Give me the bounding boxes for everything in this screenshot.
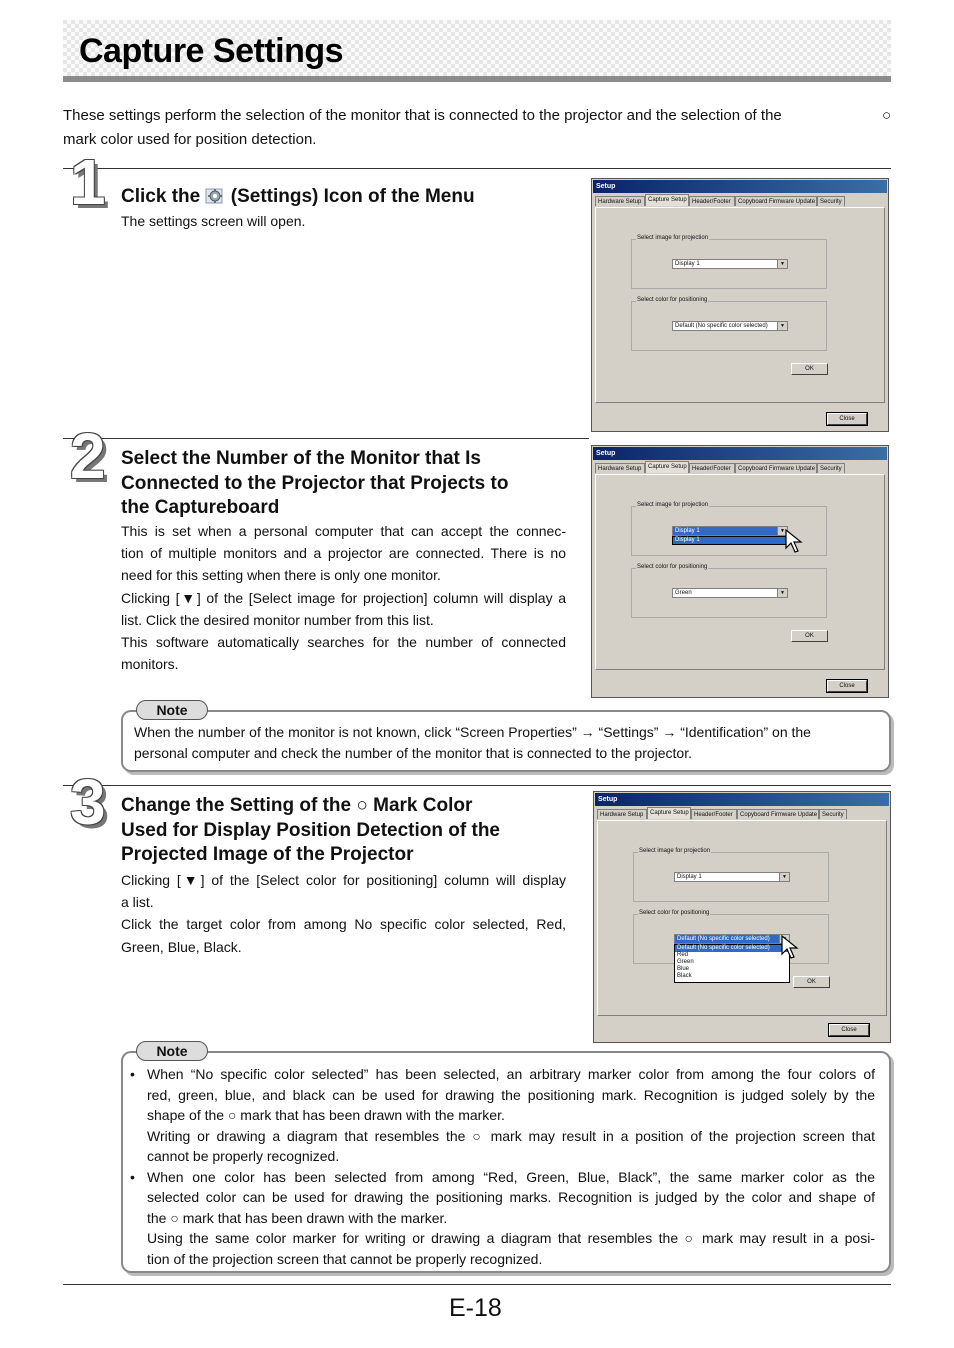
step3-text-line: a list.	[121, 894, 154, 911]
color-group	[631, 297, 827, 351]
note-label: Note	[136, 1041, 208, 1061]
intro-line-1: These settings perform the selection of the monitor that is connected to the projector and the selection of the	[63, 107, 782, 124]
note1-line: When the number of the monitor is not known, click “Screen Properties” → “Settings” → “Identification” on the	[134, 724, 811, 740]
step2-text-line: This software automatically searches for the number of connected	[121, 634, 566, 651]
note2-line: red, green, blue, and black can be used for drawing the positioning mark. Recognition is judged solely by the	[147, 1086, 875, 1103]
step3-text-line: Green, Blue, Black.	[121, 938, 242, 955]
step3-heading-line: Projected Image of the Projector	[121, 844, 414, 865]
ok-button[interactable]: OK	[791, 630, 828, 642]
dialog-panel	[595, 474, 885, 670]
note-label: Note	[136, 700, 208, 720]
tab-capture-setup[interactable]: Capture Setup	[645, 461, 689, 473]
tab-hardware-setup[interactable]: Hardware Setup	[595, 463, 645, 473]
tab-capture-setup[interactable]: Capture Setup	[647, 807, 691, 819]
dialog-title: Setup	[595, 793, 889, 806]
step2-text-line: monitors.	[121, 656, 179, 673]
dialog-panel	[595, 207, 885, 403]
intro-paragraph	[63, 104, 891, 152]
tab-security[interactable]: Security	[817, 196, 845, 206]
step1-heading-suffix: (Settings) Icon of the Menu	[230, 186, 475, 207]
tab-hardware-setup[interactable]: Hardware Setup	[597, 809, 647, 819]
step3-text	[121, 869, 566, 958]
projection-group-label: Select image for projection	[639, 848, 711, 854]
dropdown-option[interactable]: Default (No specific color selected)	[675, 945, 789, 952]
close-button[interactable]: Close	[827, 413, 867, 425]
setup-dialog-3	[593, 791, 891, 1043]
dropdown-option[interactable]: Display 1	[673, 537, 787, 544]
note2-bullet-2	[130, 1167, 875, 1270]
step3-text-line: Click the target color from among No specific color selected, Red,	[121, 916, 566, 933]
page-title: Capture Settings	[79, 32, 344, 70]
step3-text-line: Clicking [▼] of the [Select color for positioning] column will display	[121, 872, 566, 888]
step2-heading-line: the Captureboard	[121, 497, 280, 518]
step3-heading	[121, 794, 571, 868]
note2-line: selected color can be used for drawing the positioning marks. Recognition is judged by the color and shape of	[147, 1189, 875, 1205]
note2-line: Using the same color marker for writing or drawing a diagram that resembles the ○ mark may result in a posi-	[147, 1230, 875, 1246]
tab-header-footer[interactable]: Header/Footer	[691, 809, 737, 819]
ok-button[interactable]: OK	[793, 976, 830, 988]
dialog-title: Setup	[593, 180, 887, 193]
projection-group-label: Select image for projection	[637, 235, 709, 241]
dropdown-option[interactable]: Blue	[677, 966, 690, 972]
mouse-cursor-icon	[781, 935, 803, 959]
step-number-2: 2	[70, 420, 106, 492]
projection-select[interactable]: Display 1 ▼	[672, 259, 788, 269]
color-group-label: Select color for positioning	[639, 910, 710, 916]
color-select[interactable]: Default (No specific color selected)	[674, 934, 790, 944]
projection-select[interactable]: Display 1 ▼	[674, 872, 790, 882]
mouse-cursor-icon	[785, 529, 807, 553]
projection-select[interactable]: Display 1 ▼	[672, 526, 788, 536]
footer-divider	[63, 1284, 891, 1285]
intro-line-2: mark color used for position detection.	[63, 131, 317, 148]
tab-security[interactable]: Security	[817, 463, 845, 473]
projection-dropdown-list	[672, 536, 788, 545]
color-group-label: Select color for positioning	[637, 297, 708, 303]
step2-heading-line: Select the Number of the Monitor that Is	[121, 448, 481, 469]
note2-text	[130, 1064, 875, 1269]
note2-line: cannot be properly recognized.	[147, 1148, 340, 1164]
dropdown-option[interactable]: Green	[677, 959, 694, 965]
ok-button[interactable]: OK	[791, 363, 828, 375]
note2-line: Writing or drawing a diagram that resembles the ○ mark may result in a position of the projection screen that	[147, 1127, 875, 1144]
step2-heading-line: Connected to the Projector that Projects to	[121, 472, 509, 494]
section-divider	[63, 168, 891, 169]
tab-security[interactable]: Security	[819, 809, 847, 819]
note2-line: When “No specific color selected” has been selected, an arbitrary marker color from among the four colors of	[147, 1066, 875, 1082]
setup-dialog-2	[591, 445, 889, 698]
step2-text-line: list. Click the desired monitor number from this list.	[121, 611, 434, 628]
tab-capture-setup[interactable]: Capture Setup	[645, 194, 689, 206]
projection-group	[633, 848, 829, 902]
step2-text-line: tion of multiple monitors and a projector are connected. There is no	[121, 545, 566, 562]
dropdown-option[interactable]: Black	[677, 973, 692, 979]
color-group	[631, 564, 827, 618]
note2-bullet-1	[130, 1064, 875, 1167]
tab-hardware-setup[interactable]: Hardware Setup	[595, 196, 645, 206]
dialog-title: Setup	[593, 447, 887, 460]
projection-group	[631, 235, 827, 289]
settings-icon	[205, 186, 225, 206]
step1-heading-prefix: Click the	[121, 186, 201, 207]
color-select[interactable]: Green ▼	[672, 588, 788, 598]
note2-line: tion of the projection screen that cannot be properly recognized.	[147, 1250, 543, 1267]
projection-group-label: Select image for projection	[637, 502, 709, 508]
note2-line: the ○ mark that has been drawn with the marker.	[147, 1209, 448, 1226]
tab-header-footer[interactable]: Header/Footer	[689, 196, 735, 206]
step1-heading	[121, 185, 475, 210]
step2-text-line: This is set when a personal computer that can accept the connec-	[121, 523, 566, 539]
note2-line: When one color has been selected from among “Red, Green, Blue, Black”, the same marker color as the	[147, 1168, 875, 1185]
dropdown-option[interactable]: Red	[677, 952, 689, 958]
close-button[interactable]: Close	[827, 680, 867, 692]
setup-dialog-1	[591, 178, 889, 432]
dialog-panel	[597, 820, 887, 1016]
step3-heading-line: Change the Setting of the ○ Mark Color	[121, 795, 473, 816]
page-number: E-18	[449, 1294, 502, 1322]
step2-text	[121, 520, 566, 675]
section-divider	[63, 438, 589, 439]
step1-text: The settings screen will open.	[121, 213, 306, 229]
color-group-label: Select color for positioning	[637, 564, 708, 570]
color-dropdown-list	[674, 944, 790, 983]
step3-heading-line: Used for Display Position Detection of the	[121, 819, 500, 841]
bullet-glyph: •	[130, 1168, 135, 1185]
tab-copyboard-firmware[interactable]: Copyboard Firmware Update	[735, 196, 817, 206]
tab-copyboard-firmware[interactable]: Copyboard Firmware Update	[735, 463, 817, 473]
circle-mark-glyph: ○	[881, 107, 891, 124]
tab-header-footer[interactable]: Header/Footer	[689, 463, 735, 473]
note1-text	[134, 722, 874, 763]
bullet-glyph: •	[130, 1066, 135, 1082]
step-number-1: 1	[70, 146, 106, 218]
close-button[interactable]: Close	[829, 1024, 869, 1036]
step2-text-line: need for this setting when there is only one monitor.	[121, 567, 441, 584]
tab-copyboard-firmware[interactable]: Copyboard Firmware Update	[737, 809, 819, 819]
note1-line: personal computer and check the number of the monitor that is connected to the projector.	[134, 744, 692, 761]
step2-text-line: Clicking [▼] of the [Select image for projection] column will display a	[121, 589, 566, 606]
color-select[interactable]: Default (No specific color selected) ▼	[672, 321, 788, 331]
section-divider	[63, 785, 891, 786]
step-number-3: 3	[70, 766, 106, 838]
step2-heading	[121, 447, 571, 521]
note2-line: shape of the ○ mark that has been drawn with the marker.	[147, 1107, 505, 1123]
